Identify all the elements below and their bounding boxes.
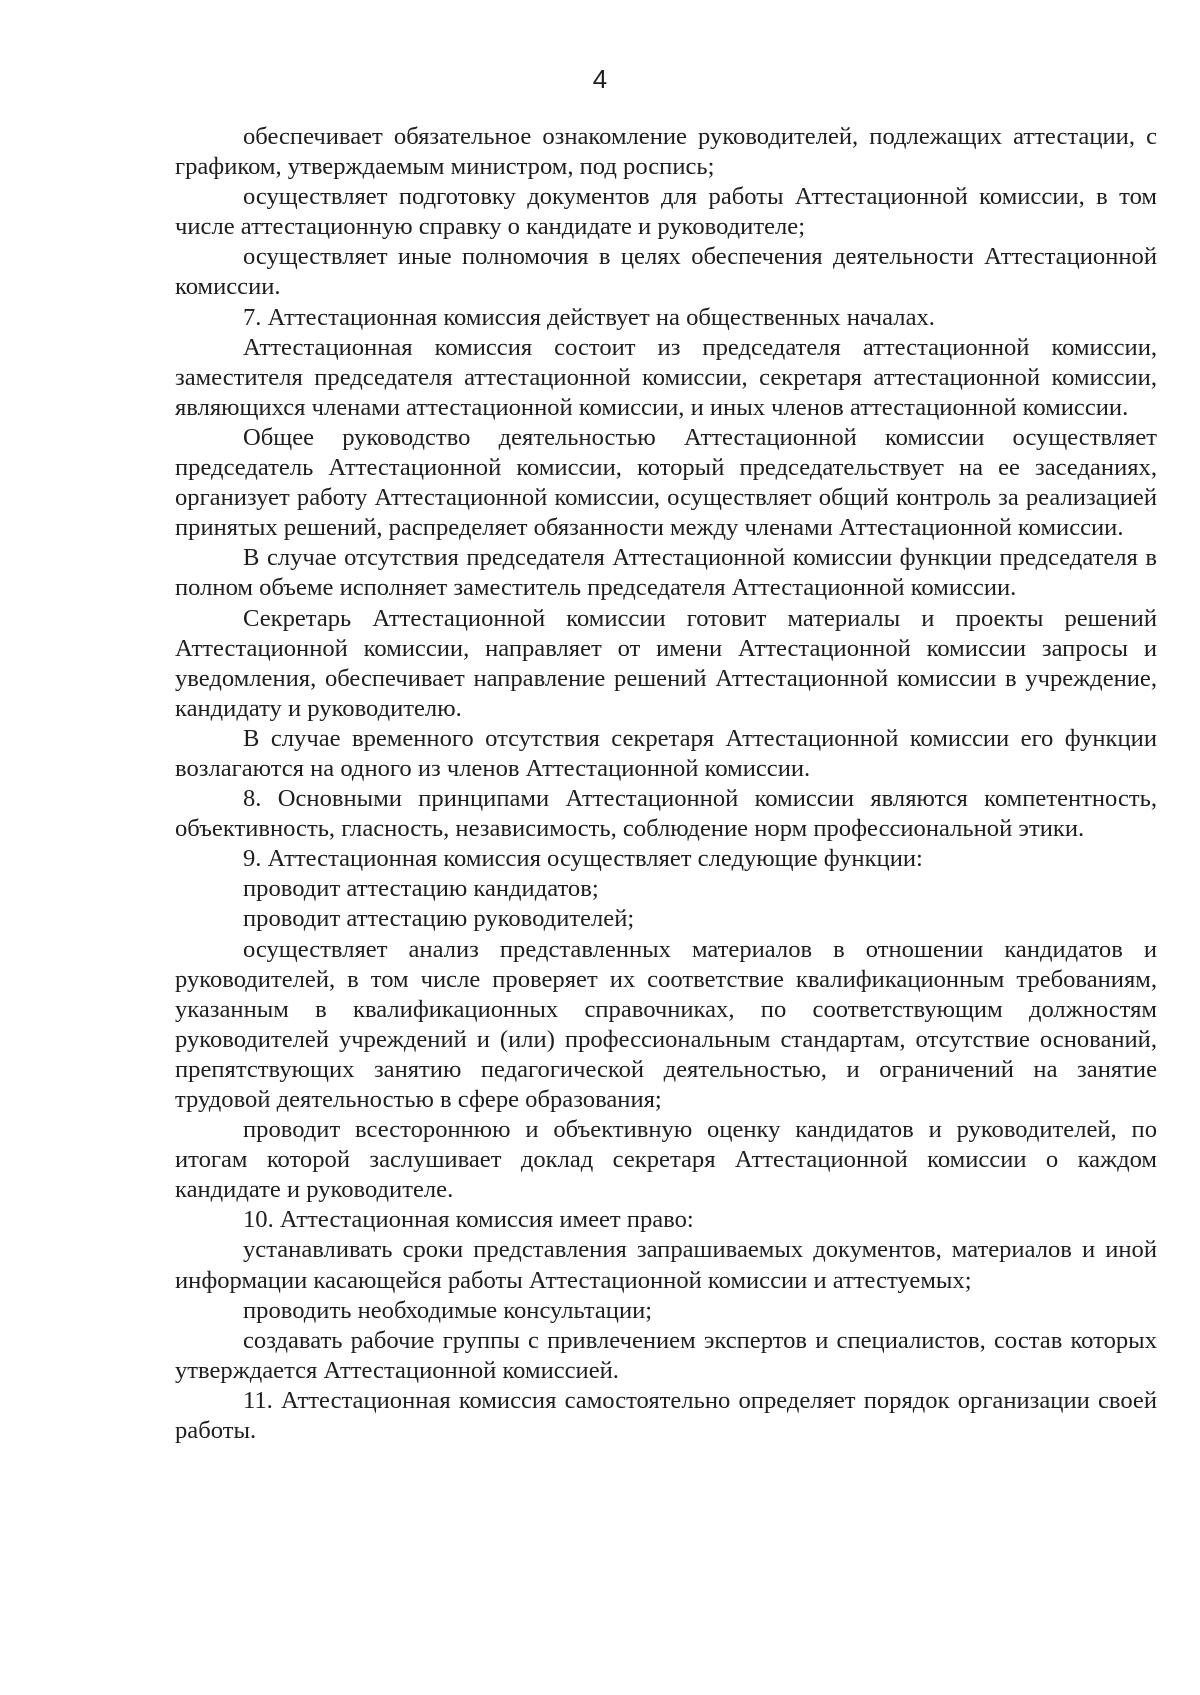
list-item: проводит всестороннюю и объективную оценку кандидатов и руководителей, по итогам которой заслушивает доклад секретаря Аттестационной комиссии о каждом кандидате и руководителе. [175, 1116, 1157, 1204]
paragraph: осуществляет иные полномочия в целях обеспечения деятельности Аттестационной комиссии. [175, 243, 1157, 301]
paragraph: В случае отсутствия председателя Аттестационной комиссии функции председателя в полном объеме исполняет заместитель председателя Аттестационной комиссии. [175, 544, 1157, 602]
list-item: проводит аттестацию кандидатов; [243, 875, 599, 903]
section-8-paragraph: 8. Основными принципами Аттестационной комиссии являются компетентность, объективность, гласность, независимость, соблюдение норм профессиональной этики. [175, 785, 1157, 843]
section-11-paragraph: 11. Аттестационная комиссия самостоятельно определяет порядок организации своей работы. [175, 1386, 1157, 1445]
list-item: проводит аттестацию руководителей; [243, 905, 635, 933]
list-item: устанавливать сроки представления запрашиваемых документов, материалов и иной информации касающейся работы Аттестационной комиссии и аттестуемых; [175, 1236, 1157, 1294]
paragraph: В случае временного отсутствия секретаря Аттестационной комиссии его функции возлагаются на одного из членов Аттестационной комиссии. [175, 724, 1157, 782]
paragraph: Аттестационная комиссия состоит из председателя аттестационной комиссии, заместителя председателя аттестационной комиссии, секретаря аттестационной комиссии, являющихся членами аттестационной комиссии, и иных членов аттестационной комиссии. [175, 333, 1157, 421]
list-item: осуществляет анализ представленных материалов в отношении кандидатов и руководителей, в том числе проверяет их соответствие квалификационным требованиям, указанным в квалификационных справочниках, по соответствующим должностям руководителей учреждений и (или) профессиональным стандартам, отсутствие оснований, препятствующих занятию педагогической деятельностью, и ограничений на занятие трудовой деятельностью в сфере образования; [175, 935, 1157, 1113]
page-number: 4 [592, 64, 608, 94]
list-item: создавать рабочие группы с привлечением экспертов и специалистов, состав которых утверждается Аттестационной комиссией. [175, 1326, 1157, 1384]
paragraph: Общее руководство деятельностью Аттестационной комиссии осуществляет председатель Аттестационной комиссии, который председательствует на ее заседаниях, организует работу Аттестационной комиссии, осуществляет общий контроль за реализацией принятых решений, распределяет обязанности между членами Аттестационной комиссии. [175, 423, 1157, 542]
list-item: проводить необходимые консультации; [243, 1296, 653, 1324]
section-7-heading: 7. Аттестационная комиссия действует на общественных началах. [243, 303, 935, 331]
section-9-heading: 9. Аттестационная комиссия осуществляет следующие функции: [243, 845, 923, 873]
paragraph: осуществляет подготовку документов для работы Аттестационной комиссии, в том числе аттестационную справку о кандидате и руководителе; [175, 183, 1157, 241]
document-body [175, 122, 1157, 1446]
paragraph: обеспечивает обязательное ознакомление руководителей, подлежащих аттестации, с графиком, утверждаемым министром, под роспись; [175, 123, 1157, 181]
paragraph: Секретарь Аттестационной комиссии готовит материалы и проекты решений Аттестационной комиссии, направляет от имени Аттестационной комиссии запросы и уведомления, обеспечивает направление решений Аттестационной комиссии в учреждение, кандидату и руководителю. [175, 604, 1157, 722]
section-10-heading: 10. Аттестационная комиссия имеет право: [243, 1206, 694, 1234]
